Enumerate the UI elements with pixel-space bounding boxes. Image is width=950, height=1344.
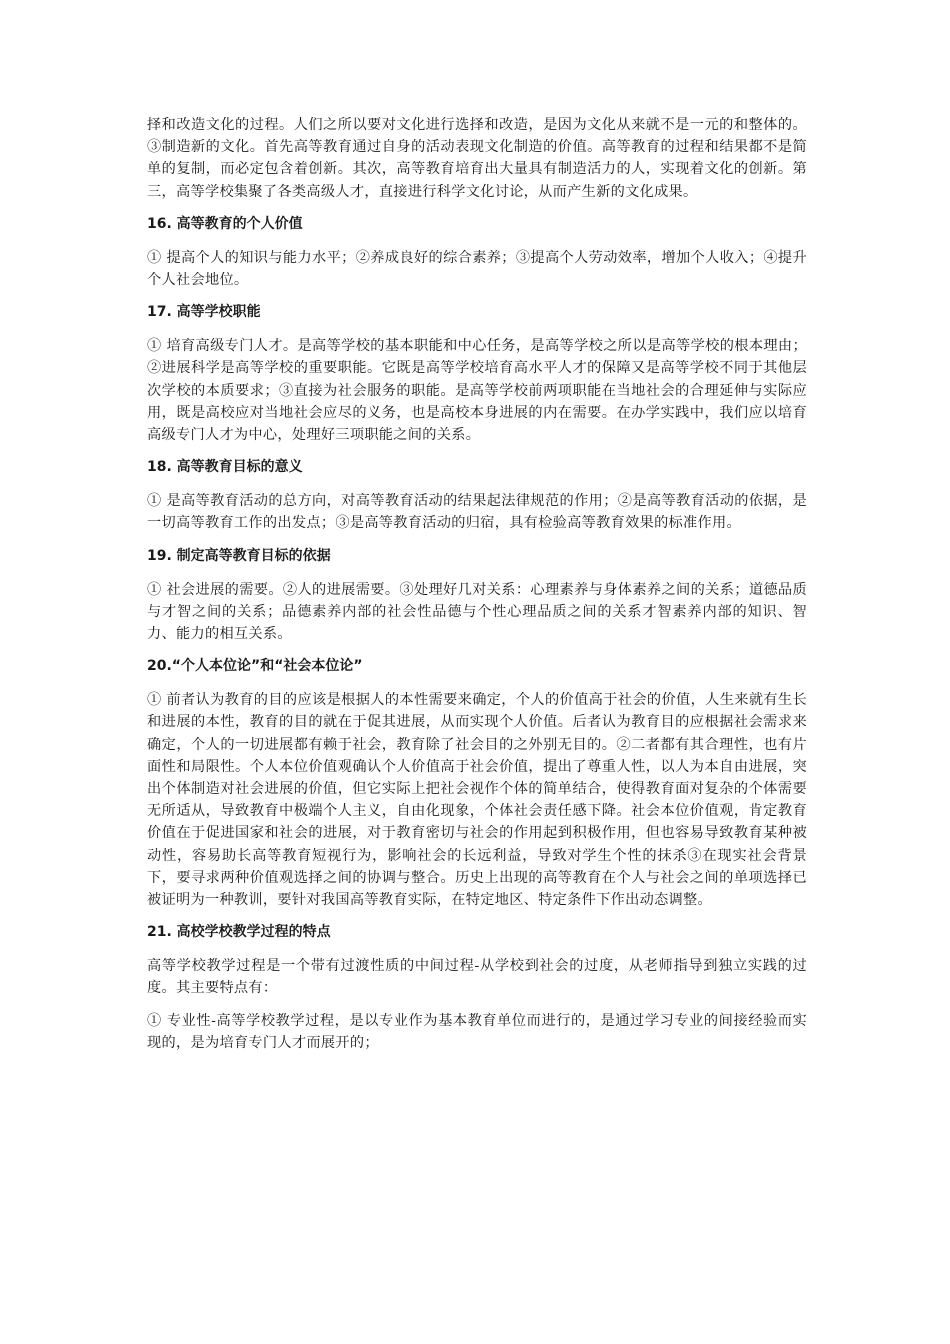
section-heading: 18. 高等教育目标的意义	[147, 459, 303, 476]
intro-paragraph: 择和改造文化的过程。人们之所以要对文化进行选择和改造，是因为文化从来就不是一元的和整体的。③制造新的文化。首先高等教育通过自身的活动表现文化制造的价值。高等教育的过程和结果都不是简单的复制，而必定包含着创新。其次，高等教育培育出大量具有制造活力的人，实现着文化的创新。第三，高等学校集聚了各类高级人才，直接进行科学文化讨论，从而产生新的文化成果。	[147, 117, 807, 200]
section-paragraph: ① 培育高级专门人才。是高等学校的基本职能和中心任务，是高等学校之所以是高等学校的根本理由；②进展科学是高等学校的重要职能。它既是高等学校培育高水平人才的保障又是高等学校不同于其他层次学校的本质要求；③直接为社会服务的职能。是高等学校前两项职能在当地社会的合理延伸与实际应用，既是高校应对当地社会应尽的义务，也是高校本身进展的内在需要。在办学实践中，我们应以培育高级专门人才为中心，处理好三项职能之间的关系。	[147, 338, 807, 444]
section-heading: 20.“个人本位论”和“社会本位论”	[147, 658, 363, 675]
section-17	[147, 301, 807, 446]
section-20	[147, 655, 807, 911]
section-19	[147, 545, 807, 646]
section-paragraph: ① 社会进展的需要。②人的进展需要。③处理好几对关系：心理素养与身体素养之间的关系；道德品质与才智之间的关系；品德素养内部的社会性品德与个性心理品质之间的关系才智素养内部的知识、智力、能力的相互关系。	[147, 581, 807, 643]
section-paragraph: ① 前者认为教育的目的应该是根据人的本性需要来确定，个人的价值高于社会的价值，人生来就有生长和进展的本性，教育的目的就在于促其进展，从而实现个人价值。后者认为教育目的应根据社会需求来确定，个人的一切进展都有赖于社会，教育除了社会目的之外别无目的。②二者都有其合理性，也有片面性和局限性。个人本位价值观确认个人价值高于社会价值，提出了尊重人性，以人为本自由进展，突出个体制造对社会进展的价值，但它实际上把社会视作个体的简单结合，使得教育面对复杂的个体需要无所适从，导致教育中极端个人主义，自由化现象，个体社会责任感下降。社会本位价值观，肯定教育价值在于促进国家和社会的进展，对于教育密切与社会的作用起到积极作用，但也容易导致教育某种被动性，容易助长高等教育短视行为，影响社会的长远利益，导致对学生个性的抹杀③在现实社会背景下，要寻求两种价值观选择之间的协调与整合。历史上出现的高等教育在个人与社会之间的单项选择已被证明为一种教训，要针对我国高等教育实际，在特定地区、特定条件下作出动态调整。	[147, 692, 807, 909]
section-heading: 16. 高等教育的个人价值	[147, 215, 303, 232]
section-21	[147, 921, 807, 1054]
section-heading: 21. 高校学校教学过程的特点	[147, 924, 331, 941]
document-page	[147, 114, 807, 1064]
section-18	[147, 456, 807, 534]
section-16	[147, 213, 807, 291]
section-paragraph: ① 专业性-高等学校教学过程，是以专业作为基本教育单位而进行的，是通过学习专业的间接经验而实现的，是为培育专门人才而展开的；	[147, 1012, 807, 1051]
section-paragraph: ① 提高个人的知识与能力水平；②养成良好的综合素养；③提高个人劳动效率，增加个人收入；④提升个人社会地位。	[147, 249, 807, 289]
section-paragraph: 高等学校教学过程是一个带有过渡性质的中间过程-从学校到社会的过度，从老师指导到独立实践的过度。其主要特点有：	[147, 958, 807, 997]
section-heading: 17. 高等学校职能	[147, 304, 261, 321]
section-heading: 19. 制定高等教育目标的依据	[147, 547, 331, 564]
section-paragraph: ① 是高等教育活动的总方向，对高等教育活动的结果起法律规范的作用；②是高等教育活动的依据，是一切高等教育工作的出发点；③是高等教育活动的归宿，具有检验高等教育效果的标准作用。	[147, 493, 807, 532]
